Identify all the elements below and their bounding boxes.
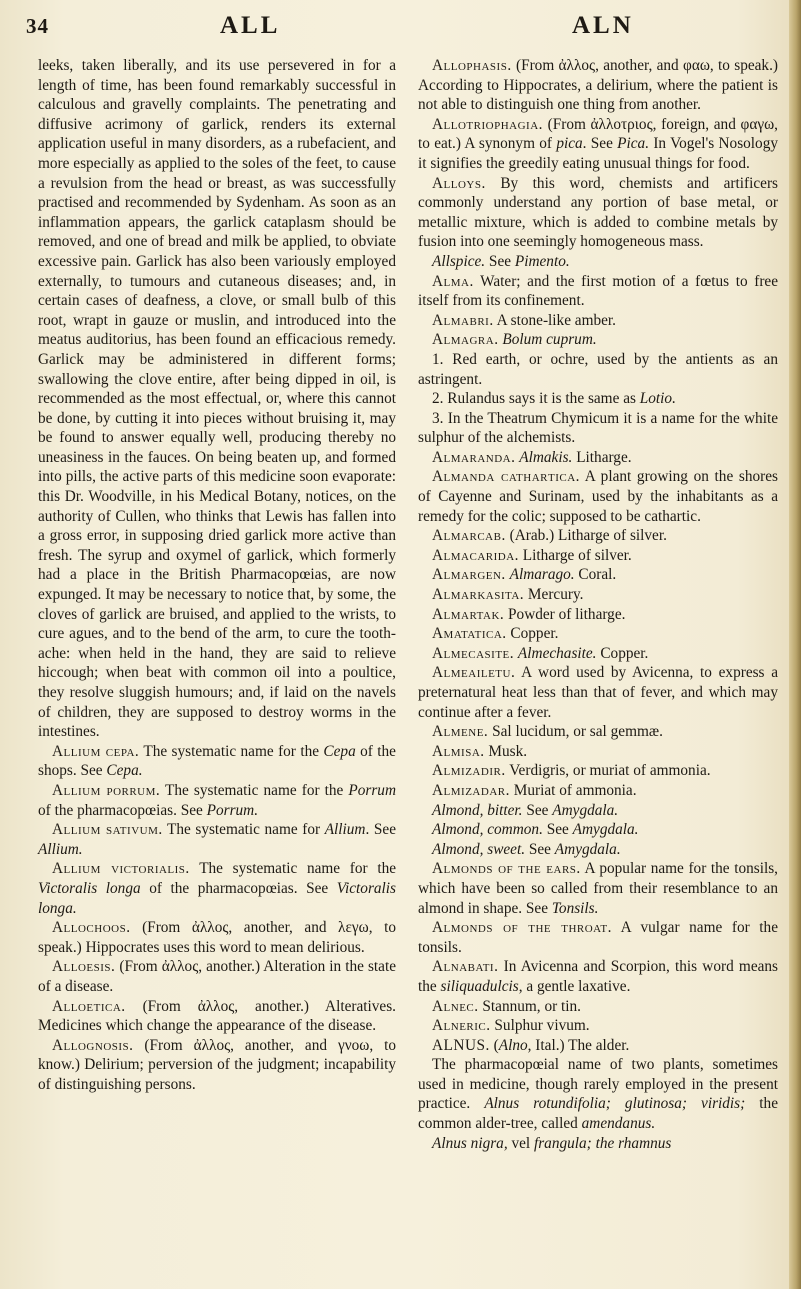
page-header xyxy=(0,10,801,50)
entry-text: leeks, taken liberally, and its use persevered in for a length of time, has been found remarkably successful in calculous and gravelly complaints. The penetrating and diffusive acrimony of garlick, renders its external application useful in many disorders, as a rubefacient, and more especially as applied to the soles of the feet, to cause a revulsion from the head or breast, as was successfully practised and recommended by Sydenham. As soon as an inflammation appears, the garlick cataplasm should be removed, and one of bread and milk be applied, to obviate excessive pain. Garlick has also been variously employed externally, to tumours and cutaneous diseases; and, in certain cases of deafness, a clove, or small bulb of this root, wrapt in gauze or muslin, and introduced into the meatus auditorius, has been found an efficacious remedy. Garlick may be administered in different forms; swallowing the clove entire, after being dipped in oil, is recommended as the most effectual, or, where this cannot be done, by cutting it into pieces without bruising it, may be found to answer equally well, producing thereby no uneasiness in the fauces. On being beaten up, and formed into pills, the active parts of this medicine soon evaporate: this Dr. Woodville, in his Medical Botany, notices, on the authority of Cullen, who thinks that Lewis has fallen into a gross error, in supposing dried garlick more active than fresh. The syrup and oxymel of garlick, which formerly had a place in the British Pharmacopœias, are now expunged. It may be necessary to notice that, by some, the cloves of garlick are bruised, and applied to the wrists, to cure agues, and to the bend of the arm, to cure the tooth-ache: when held in the hand, they are said to relieve hiccough; when beat with common oil into a poultice, they resolve sluggish humours; and, if laid on the navels of children, they are supposed to destroy worms in the intestines. xyxy=(38,57,396,741)
entry-text: The systematic name for xyxy=(162,821,325,839)
entry-headword: Almonds of the throat. xyxy=(432,919,612,937)
entry-text: By this word, chemists and artificers commonly understand any portion of base metal, or metallic mixture, which is added to combine metals by fusion into one seemingly homogeneous mass. xyxy=(418,174,778,251)
entry-headword: Allotriophagia. xyxy=(432,115,543,133)
entry-headword: Alnec. xyxy=(432,997,479,1015)
entry-headword: Amatatica. xyxy=(432,625,507,643)
left-column xyxy=(38,56,396,1094)
entry-italic: Almond, common. xyxy=(432,821,543,839)
entry-headword: Almandа catharтica. xyxy=(432,468,580,486)
dictionary-entry xyxy=(38,918,396,957)
dictionary-entry xyxy=(418,350,778,389)
entry-headword: Almarkasita. xyxy=(432,586,525,604)
right-running-head: ALN xyxy=(572,12,634,39)
entry-text: Litharge. xyxy=(572,448,632,466)
entry-italic: Allium. xyxy=(38,840,83,858)
entry-italic: frangula; the rhamnus xyxy=(533,1134,672,1152)
entry-text: ( xyxy=(489,1036,499,1054)
dictionary-entry xyxy=(418,526,778,546)
entry-italic: Cepa. xyxy=(106,762,143,780)
dictionary-entry xyxy=(38,957,396,996)
dictionary-entry xyxy=(38,820,396,859)
entry-text: of the shops. See xyxy=(38,742,396,780)
entry-headword: Almarcab. xyxy=(432,527,506,545)
entry-text: (From ἀλλος, another, and γνοω, to know.) Delirium; perversion of the judgment; incapability of distinguishing persons. xyxy=(38,1036,396,1093)
dictionary-entry xyxy=(418,1036,778,1056)
entry-headword: Allophasis. xyxy=(432,57,512,74)
page-number: 34 xyxy=(26,14,49,38)
dictionary-entry xyxy=(418,918,778,957)
entry-italic: Almarago. xyxy=(509,566,575,584)
entry-italic: Almond, bitter. xyxy=(432,801,523,819)
entry-text: . See xyxy=(582,135,618,153)
entry-italic: amendanus. xyxy=(581,1115,656,1133)
dictionary-entry xyxy=(418,1016,778,1036)
entry-italic: Almond, sweet. xyxy=(432,840,526,858)
entry-text: . See xyxy=(365,821,396,839)
dictionary-entry xyxy=(418,644,778,664)
entry-text: Copper. xyxy=(506,625,559,643)
dictionary-entry xyxy=(418,272,778,311)
entry-text: of the pharmacopœias. See xyxy=(38,801,207,819)
entry-headword: Allium cepa. xyxy=(52,742,140,760)
entry-text: See xyxy=(542,821,573,839)
entry-headword: Almisa. xyxy=(432,742,485,760)
entry-headword: Alma. xyxy=(432,272,474,290)
entry-text: Copper. xyxy=(596,644,649,662)
entry-text: of the pharmacopœias. See xyxy=(140,879,337,897)
dictionary-entry xyxy=(418,448,778,468)
dictionary-entry xyxy=(418,585,778,605)
entry-text: Sulphur vivum. xyxy=(490,1017,590,1035)
entry-text: Musk. xyxy=(484,742,528,760)
entry-headword: Alloetica. xyxy=(52,997,126,1015)
entry-text: See xyxy=(525,840,555,858)
entry-italic: Pimento. xyxy=(514,252,570,270)
dictionary-entry xyxy=(418,174,778,252)
entry-text: See xyxy=(485,252,515,270)
entry-text: In Vogel's Nosology it signifies the greedily eating unusual things for food. xyxy=(418,135,778,172)
entry-italic: Pica. xyxy=(617,135,650,153)
entry-text: The pharmacopœial name of two plants, sometimes used in medicine, though rarely employed in the present practice. xyxy=(418,1056,778,1113)
dictionary-entry xyxy=(418,389,778,409)
entry-text: A popular name for the tonsils, which have been so called from their resemblance to an almond in shape. See xyxy=(418,860,778,917)
dictionary-entry xyxy=(418,840,778,860)
dictionary-entry xyxy=(38,742,396,781)
dictionary-entry xyxy=(418,330,778,350)
page-edge xyxy=(789,0,801,1289)
dictionary-entry xyxy=(418,605,778,625)
dictionary-entry xyxy=(418,781,778,801)
entry-headword: Allium victorialis. xyxy=(52,860,190,878)
entry-italic: Porrum xyxy=(348,781,396,799)
entry-text: In Avicenna and Scorpion, this word means the xyxy=(418,958,778,995)
entry-headword: Almabri. xyxy=(432,311,494,329)
entry-italic: Cepa xyxy=(323,742,356,760)
dictionary-entry xyxy=(418,1134,778,1154)
entry-text: The systematic name for the xyxy=(189,860,397,878)
entry-text: Powder of litharge. xyxy=(504,605,626,623)
entry-italic: Amygdala. xyxy=(554,840,621,858)
entry-headword: Alloys. xyxy=(432,174,486,192)
dictionary-entry xyxy=(38,997,396,1036)
entry-headword: Almizadir. xyxy=(432,762,506,780)
dictionary-entry xyxy=(418,820,778,840)
dictionary-entry xyxy=(418,115,778,174)
entry-italic: Amygdala. xyxy=(552,801,619,819)
dictionary-entry xyxy=(418,409,778,448)
entry-headword: Almene. xyxy=(432,723,489,741)
entry-text: A stone-like amber. xyxy=(493,311,617,329)
dictionary-entry xyxy=(418,252,778,272)
dictionary-entry xyxy=(418,663,778,722)
entry-text: vel xyxy=(507,1134,534,1152)
entry-text: Mercury. xyxy=(524,586,584,604)
entry-headword: Almizadar. xyxy=(432,781,510,799)
entry-headword: Allochoos. xyxy=(52,919,131,937)
dictionary-entry xyxy=(418,565,778,585)
entry-text: (From ἀλλοτριος, foreign, and φαγω, to eat.) A synonym of xyxy=(418,115,778,153)
entry-text: The systematic name for the xyxy=(160,781,349,799)
dictionary-entry xyxy=(418,761,778,781)
dictionary-entry xyxy=(418,311,778,331)
dictionary-entry xyxy=(418,56,778,115)
dictionary-entry xyxy=(418,957,778,996)
entry-italic: Alnus rotundifolia; glutinosa; viridis; xyxy=(484,1095,746,1113)
entry-text: A plant growing on the shores of Cayenne and Surinam, used by the inhabitants as a remedy for the colic; supposed to be cathartic. xyxy=(418,468,778,525)
entry-text: Verdigris, or muriat of ammonia. xyxy=(505,762,711,780)
dictionary-entry xyxy=(418,722,778,742)
entry-italic: Tonsils. xyxy=(551,899,599,917)
entry-headword: Almaranda. xyxy=(432,448,516,466)
left-running-head: ALL xyxy=(220,12,281,39)
entry-text: Sal lucidum, or sal gemmæ. xyxy=(488,723,663,741)
entry-italic: Almechasite. xyxy=(517,644,597,662)
entry-text: (From ἀλλος, another.) Alteration in the state of a disease. xyxy=(38,958,396,995)
entry-headword: Alloesis. xyxy=(52,958,116,976)
dictionary-entry xyxy=(418,859,778,918)
dictionary-entry xyxy=(418,546,778,566)
entry-headword: Almacarida. xyxy=(432,546,519,564)
entry-text: Water; and the first motion of a fœtus to free itself from its confinement. xyxy=(418,272,778,310)
entry-italic: Allspice. xyxy=(432,252,486,270)
entry-text: Coral. xyxy=(574,566,617,584)
entry-headword: Almeailetu. xyxy=(432,664,516,682)
entry-text: See xyxy=(522,801,553,819)
entry-headword: Allium sativum. xyxy=(52,821,163,839)
entry-text: A word used by Avicenna, to express a preternatural heat less than that of fever, and which may continue after a fever. xyxy=(418,664,778,721)
dictionary-entry xyxy=(38,56,396,742)
entry-italic: Victoralis longa xyxy=(38,879,141,897)
dictionary-entry xyxy=(418,742,778,762)
entry-headword: Allium porrum. xyxy=(52,781,161,799)
entry-italic: siliquadulcis xyxy=(440,977,519,995)
entry-headword: Almecasite. xyxy=(432,644,515,662)
entry-headword: Almagra. xyxy=(432,331,499,349)
entry-text: 2. Rulandus says it is the same as xyxy=(432,390,640,408)
dictionary-entry xyxy=(418,801,778,821)
entry-text: , a gentle laxative. xyxy=(518,977,631,995)
entry-text: Litharge of silver. xyxy=(518,546,632,564)
entry-headword: Alnabati. xyxy=(432,958,499,976)
entry-text: the common alder-tree, called xyxy=(418,1095,778,1133)
entry-text: (From ἀλλος, another, and λεγω, to speak.) Hippocrates uses this word to mean delirious. xyxy=(38,919,396,956)
dictionary-entry xyxy=(418,997,778,1017)
entry-italic: Amygdala. xyxy=(572,821,639,839)
dictionary-entry xyxy=(418,624,778,644)
dictionary-entry xyxy=(418,1055,778,1133)
entry-text: Muriat of ammonia. xyxy=(509,781,637,799)
entry-headword: Almargen. xyxy=(432,566,506,584)
entry-italic: Alnus nigra, xyxy=(432,1134,508,1152)
entry-text: (From ἀλλος, another, and φαω, to speak.) According to Hippocrates, a delirium, where the patient is not able to distinguish one thing from another. xyxy=(418,57,778,114)
entry-italic: Allium xyxy=(324,821,366,839)
entry-italic: Porrum. xyxy=(206,801,259,819)
entry-headword: Almonds of the ears. xyxy=(432,860,581,878)
dictionary-entry xyxy=(38,859,396,918)
entry-italic: Victoralis longa. xyxy=(38,879,396,917)
entry-text: (Arab.) Litharge of silver. xyxy=(505,527,667,545)
entry-headword: Alneric. xyxy=(432,1017,491,1035)
dictionary-entry xyxy=(418,467,778,526)
entry-text: A vulgar name for the tonsils. xyxy=(418,919,778,956)
entry-headword: Almartak. xyxy=(432,605,505,623)
right-column xyxy=(418,56,778,1153)
entry-text: Stannum, or tin. xyxy=(478,997,581,1015)
entry-text: , Ital.) The alder. xyxy=(527,1036,630,1054)
entry-italic: Alno xyxy=(498,1036,528,1054)
entry-text: (From ἀλλος, another.) Alteratives. Medicines which change the appearance of the disease. xyxy=(38,997,396,1035)
entry-italic: pica xyxy=(556,135,583,153)
entry-text: 3. In the Theatrum Chymicum it is a name for the white sulphur of the alchemists. xyxy=(418,409,778,447)
entry-italic: Almakis. xyxy=(519,448,573,466)
entry-headword: Allognosis. xyxy=(52,1036,134,1054)
dictionary-entry xyxy=(38,1036,396,1095)
entry-italic: Bolum cuprum. xyxy=(502,331,597,349)
entry-headword: ALNUS. xyxy=(432,1036,490,1054)
entry-text: 1. Red earth, or ochre, used by the antients as an astringent. xyxy=(418,350,778,388)
dictionary-entry xyxy=(38,781,396,820)
entry-italic: Lotio. xyxy=(639,390,676,408)
entry-text: The systematic name for the xyxy=(139,742,324,760)
